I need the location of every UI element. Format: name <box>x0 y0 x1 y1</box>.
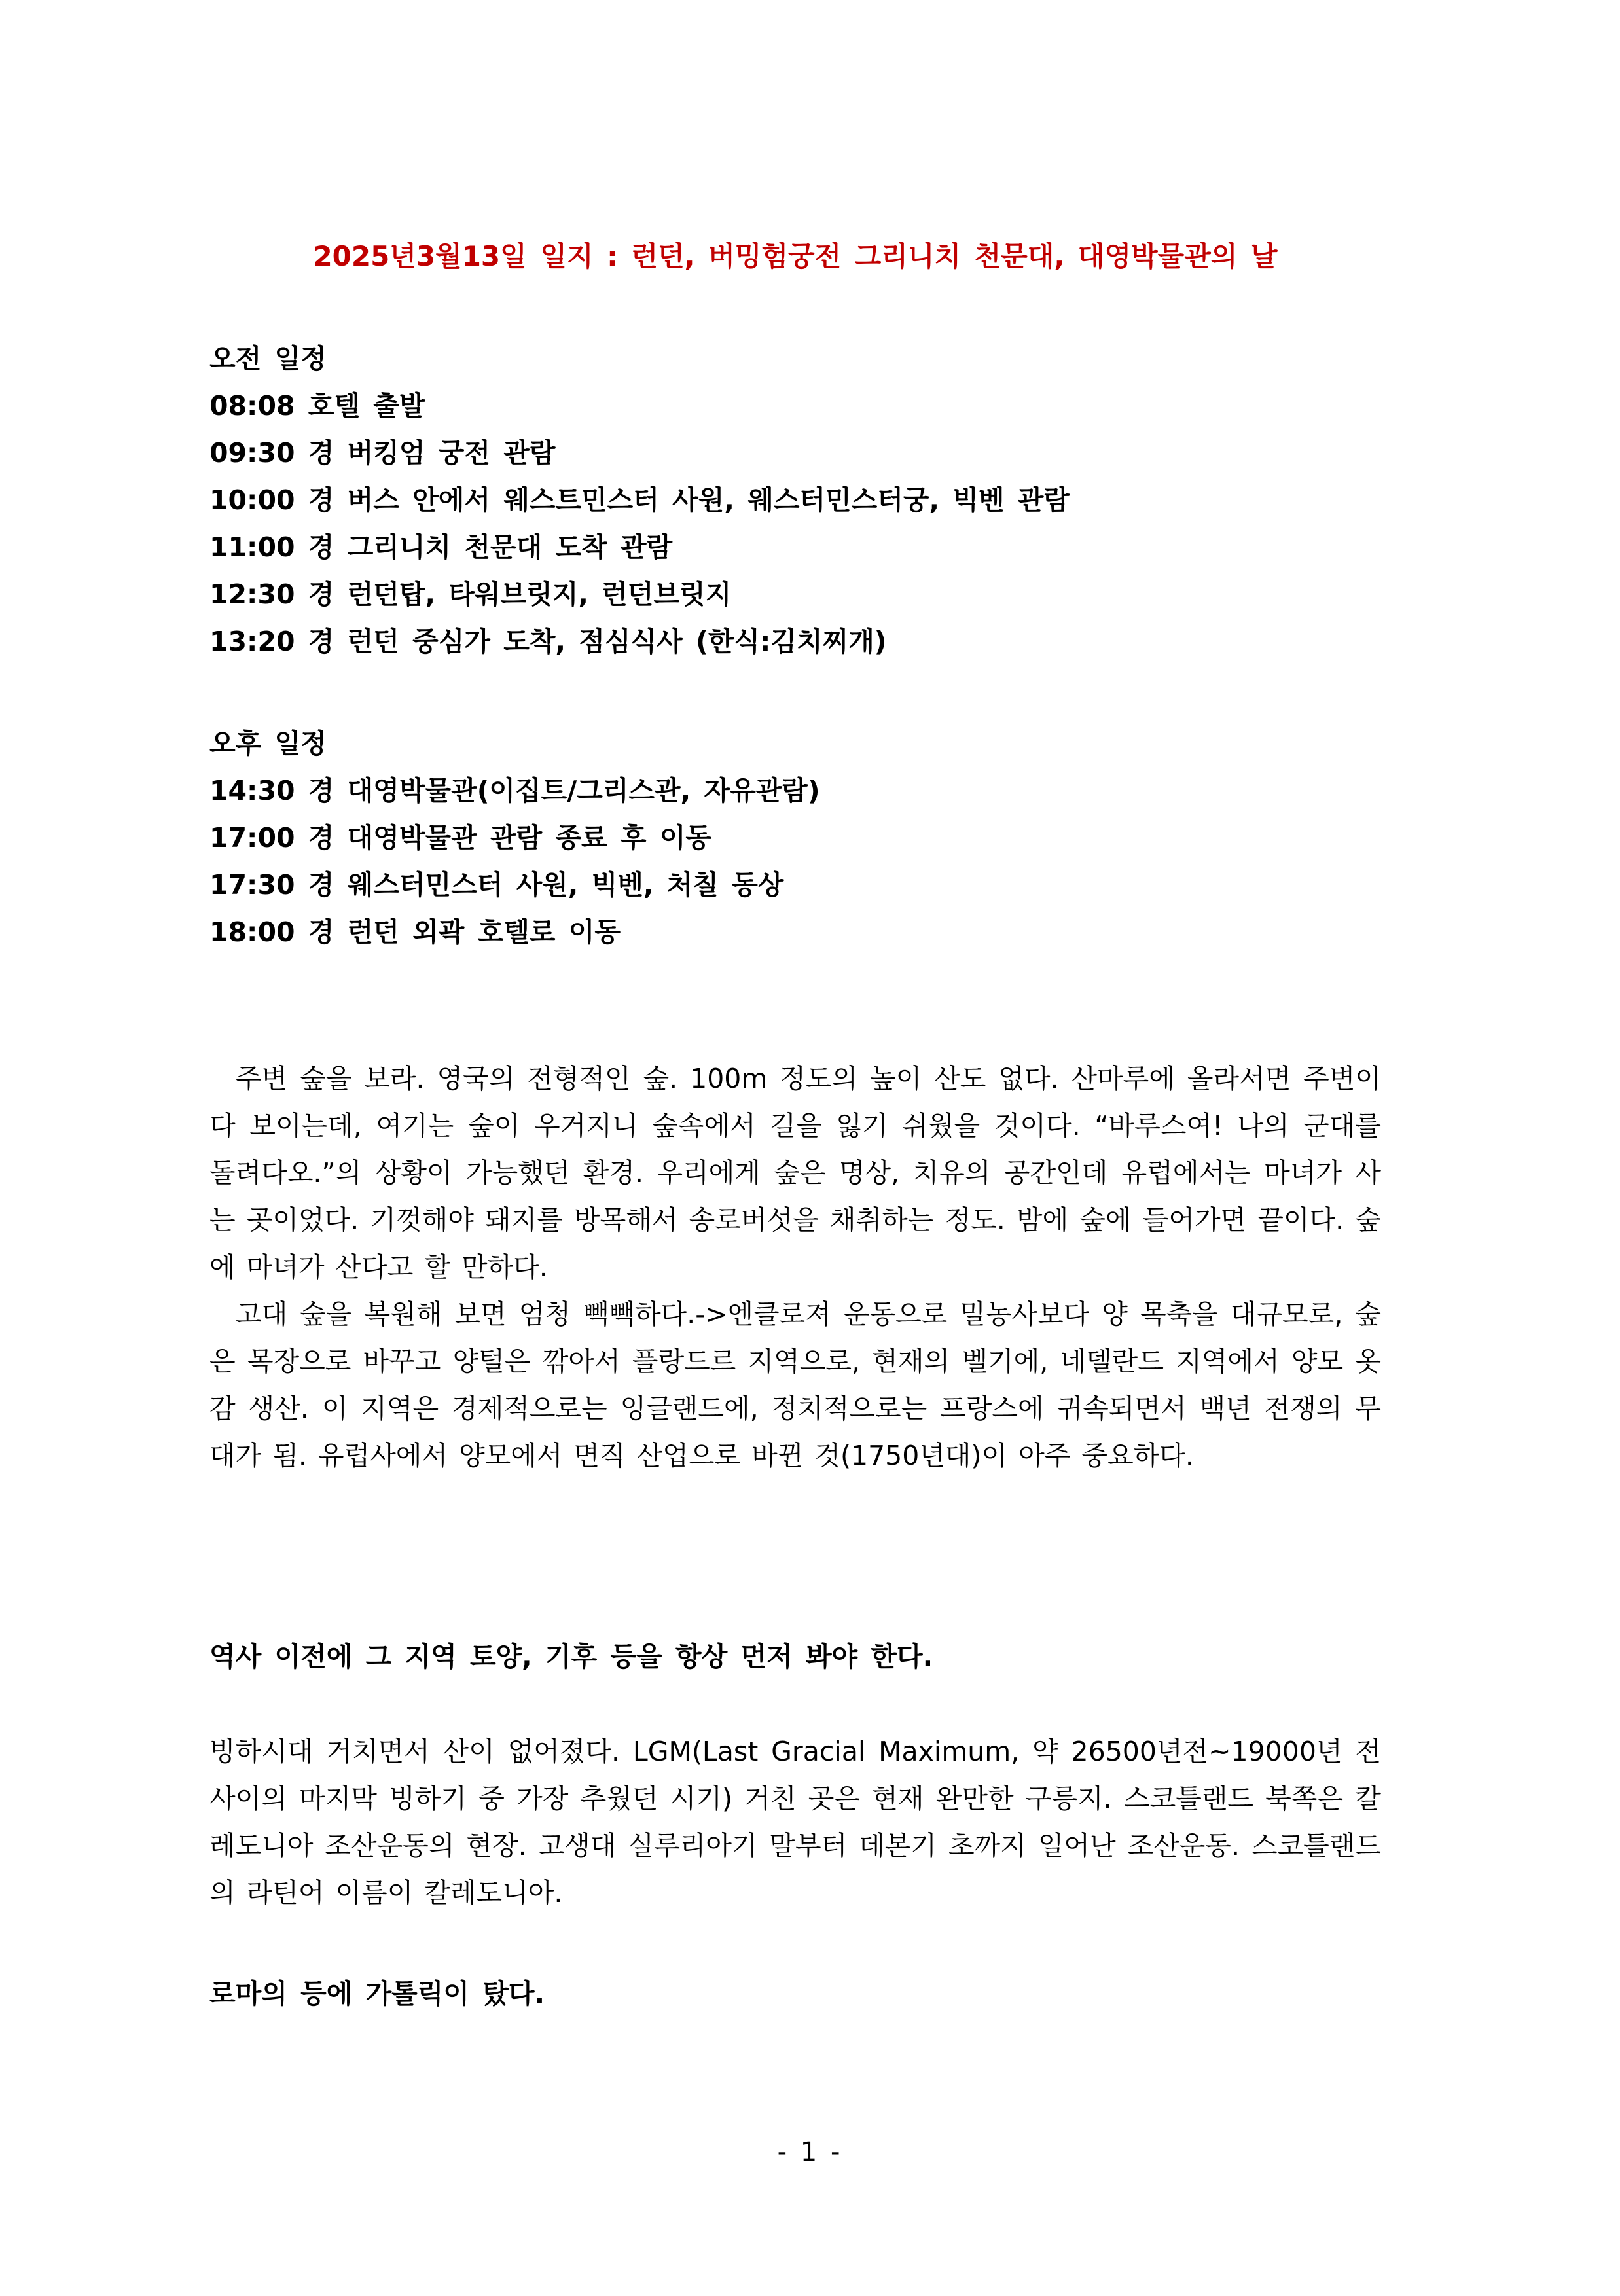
section-heading: 로마의 등에 가톨릭이 탔다. <box>209 1978 545 2009</box>
forest-paragraphs <box>209 1055 1381 1479</box>
morning-heading: 오전 일정 <box>209 343 327 374</box>
section-heading: 역사 이전에 그 지역 토양, 기후 등을 항상 먼저 봐야 한다. <box>209 1641 933 1672</box>
schedule-item: 08:08 호텔 출발 <box>209 390 425 422</box>
body-paragraph: 주변 숲을 보라. 영국의 전형적인 숲. 100m 정도의 높이 산도 없다. 산마루에 올라서면 주변이 다 보이는데, 여기는 숲이 우거지니 숲속에서 길을 잃기 쉬웠을 것이다. “바루스여! 나의 군대를 돌려다오.”의 상황이 가능했던 환경. 우리에게 숲은 명상, 치유의 공간인데 유럽에서는 마녀가 사는 곳이었다. 기껏해야 돼지를 방목해서 송로버섯을 채취하는 정도. 밤에 숲에 들어가면 끝이다. 숲에 마녀가 산다고 할 만하다. <box>209 1063 1381 1283</box>
afternoon-schedule <box>209 720 1381 956</box>
schedule-item: 18:00 경 런던 외곽 호텔로 이동 <box>209 916 621 948</box>
bold-heading-1-block <box>209 1633 1381 1680</box>
body-paragraph: 고대 숲을 복원해 보면 엄청 빽빽하다.->엔클로져 운동으로 밀농사보다 양 목축을 대규모로, 숲은 목장으로 바꾸고 양털은 깎아서 플랑드르 지역으로, 현재의 벨기에, 네델란드 지역에서 양모 옷감 생산. 이 지역은 경제적으로는 잉글랜드에, 정치적으로는 프랑스에 귀속되면서 백년 전쟁의 무대가 됨. 유럽사에서 양모에서 면직 산업으로 바뀐 것(1750년대)이 아주 중요하다. <box>209 1299 1381 1471</box>
bold-heading-2-block <box>209 1970 1381 2017</box>
schedule-item: 13:20 경 런던 중심가 도착, 점심식사 (한식:김치찌개) <box>209 626 887 657</box>
schedule-item: 10:00 경 버스 안에서 웨스트민스터 사원, 웨스터민스터궁, 빅벤 관람 <box>209 484 1070 516</box>
page-number: - 1 - <box>777 2137 843 2167</box>
body-paragraph: 빙하시대 거치면서 산이 없어졌다. LGM(Last Gracial Maximum, 약 26500년전~19000년 전 사이의 마지막 빙하기 중 가장 추웠던 시기) 거친 곳은 현재 완만한 구릉지. 스코틀랜드 북쪽은 칼레도니아 조산운동의 현장. 고생대 실루리아기 말부터 데본기 초까지 일어난 조산운동. 스코틀랜드의 라틴어 이름이 칼레도니아. <box>209 1736 1381 1909</box>
schedule-item: 11:00 경 그리니치 천문대 도착 관람 <box>209 531 673 563</box>
schedule-item: 14:30 경 대영박물관(이집트/그리스관, 자유관람) <box>209 775 820 806</box>
schedule-item: 09:30 경 버킹엄 궁전 관람 <box>209 437 556 469</box>
schedule-item: 17:00 경 대영박물관 관람 종료 후 이동 <box>209 822 712 853</box>
schedule-item: 17:30 경 웨스터민스터 사원, 빅벤, 처칠 동상 <box>209 869 784 901</box>
afternoon-heading: 오후 일정 <box>209 728 327 759</box>
glacial-paragraph-block <box>209 1728 1381 1916</box>
page-title: 2025년3월13일 일지 : 런던, 버밍험궁전 그리니치 천문대, 대영박물관의 날 <box>313 240 1278 272</box>
morning-schedule <box>209 335 1381 665</box>
schedule-item: 12:30 경 런던탑, 타워브릿지, 런던브릿지 <box>209 579 732 610</box>
